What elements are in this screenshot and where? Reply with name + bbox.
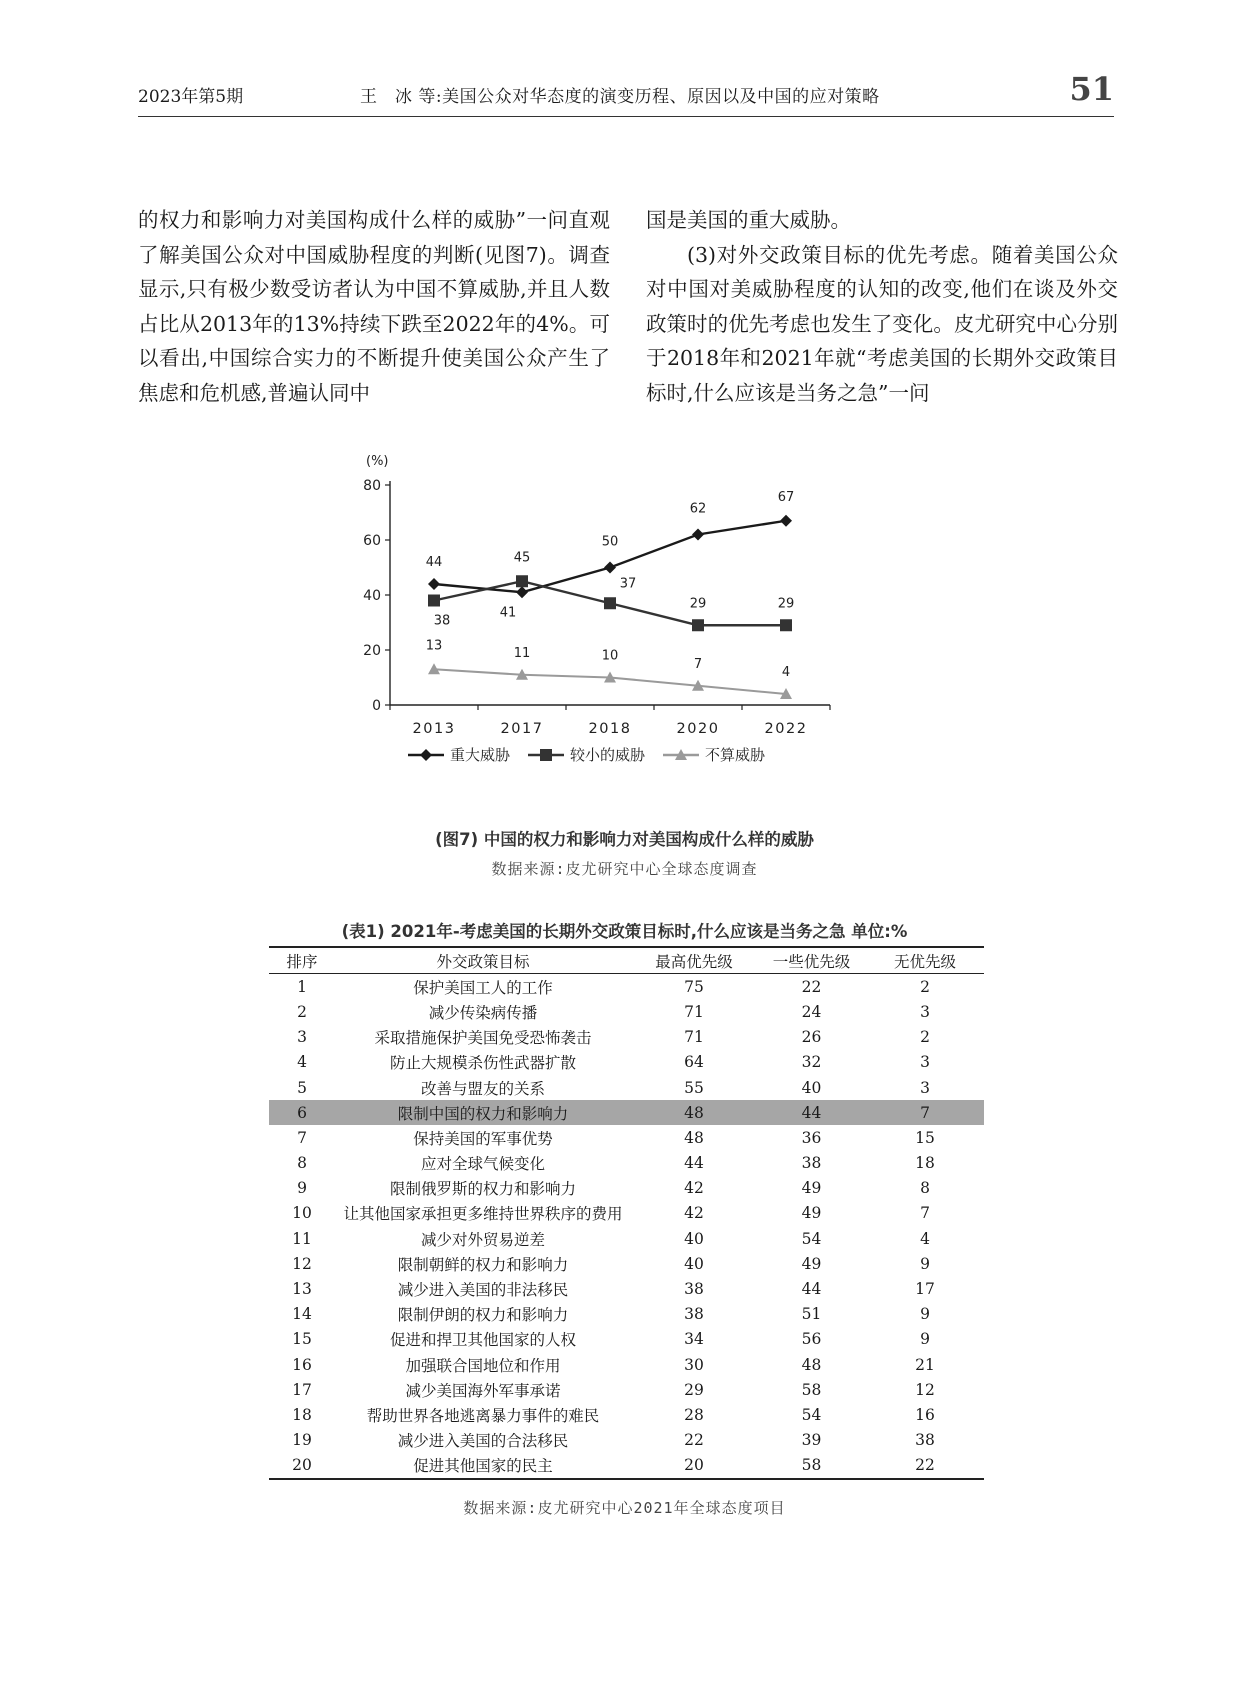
table-cell: 限制中国的权力和影响力	[335, 1100, 631, 1125]
y-axis-label: (%)	[366, 455, 389, 469]
x-tick-label: 2020	[676, 721, 720, 737]
data-label: 45	[513, 550, 531, 566]
table-header-cell: 最高优先级	[655, 952, 733, 971]
table-header-cell: 无优先级	[893, 952, 956, 971]
table-row	[269, 1151, 984, 1176]
data-point	[692, 619, 704, 631]
table-cell: 56	[801, 1330, 822, 1349]
table-cell: 减少进入美国的非法移民	[397, 1281, 569, 1300]
table-cell: 6	[269, 1100, 335, 1125]
table-cell: 20	[684, 1456, 704, 1475]
y-tick-label: 20	[363, 643, 381, 659]
table-cell: 42	[684, 1179, 704, 1198]
table-cell: 11	[292, 1229, 312, 1248]
data-label: 44	[425, 555, 443, 570]
right-paragraph-2: (3)对外交政策目标的优先考虑。随着美国公众对中国对美威胁程度的认知的改变,他们在谈及外交政策时的优先考虑也发生了变化。皮尤研究中心分别于2018年和2021年就“考虑美国的长期外交政策目标时,什么应该是当务之急”一问	[646, 242, 1118, 405]
table-cell: 30	[684, 1355, 704, 1374]
table-cell: 22	[684, 1431, 704, 1450]
table-cell: 3	[297, 1028, 307, 1047]
data-label: 10	[601, 648, 619, 664]
table-cell: 改善与盟友的关系	[420, 1079, 545, 1098]
table-row	[269, 1025, 984, 1050]
table-row	[269, 1276, 984, 1301]
table-cell: 9	[920, 1305, 930, 1324]
table-cell: 18	[915, 1154, 935, 1173]
legend-label: 不算威胁	[705, 746, 766, 764]
table-cell: 采取措施保护美国免受恐怖袭击	[374, 1029, 592, 1048]
table-cell: 保持美国的军事优势	[413, 1129, 553, 1148]
page-number: 51	[1069, 70, 1114, 108]
table-cell: 7	[297, 1128, 307, 1147]
table-cell: 10	[292, 1204, 312, 1223]
data-point	[780, 515, 792, 527]
data-label: 29	[689, 596, 707, 612]
table-cell: 减少进入美国的合法移民	[397, 1432, 569, 1451]
right-column	[646, 203, 1118, 410]
data-label: 41	[499, 605, 517, 621]
table-row	[269, 1352, 984, 1377]
table-cell: 38	[915, 1431, 935, 1450]
table-cell: 限制朝鲜的权力和影响力	[397, 1255, 569, 1274]
table-cell: 限制俄罗斯的权力和影响力	[389, 1180, 576, 1199]
table-cell: 17	[292, 1380, 312, 1399]
table-cell: 8	[297, 1154, 307, 1173]
table-row	[269, 1176, 984, 1201]
table-body	[269, 974, 984, 1479]
data-label: 50	[601, 534, 619, 550]
table-cell: 减少对外贸易逆差	[420, 1230, 545, 1249]
x-tick-label: 2022	[764, 721, 808, 737]
table-cell: 17	[915, 1280, 935, 1299]
table-cell: 48	[684, 1128, 704, 1147]
table-cell: 2	[920, 977, 930, 996]
page-header	[138, 70, 1114, 117]
table-cell: 71	[684, 1002, 704, 1021]
data-label: 29	[777, 596, 795, 612]
right-paragraph-1: 国是美国的重大威胁。	[646, 208, 851, 232]
table-cell: 3	[920, 1078, 930, 1097]
table-cell: 40	[684, 1229, 704, 1248]
table-cell: 42	[684, 1204, 704, 1223]
data-label: 67	[777, 489, 795, 505]
table-cell: 5	[297, 1078, 307, 1097]
table-caption: (表1) 2021年-考虑美国的长期外交政策目标时,什么应该是当务之急 单位:%	[341, 922, 908, 941]
table-row	[269, 1453, 984, 1479]
table-cell: 48	[801, 1355, 822, 1374]
legend-marker	[420, 749, 432, 761]
table-row	[269, 1201, 984, 1226]
table-cell: 12	[915, 1380, 935, 1399]
legend-marker	[540, 749, 552, 761]
table-cell: 22	[915, 1456, 935, 1475]
table-row	[269, 974, 984, 1000]
table-cell: 16	[915, 1405, 935, 1424]
table-cell: 2	[297, 1002, 307, 1021]
table-cell: 24	[801, 1002, 822, 1021]
table-cell: 49	[801, 1179, 822, 1198]
table-cell: 28	[684, 1405, 704, 1424]
series-line-0	[434, 521, 786, 593]
data-point	[692, 529, 704, 541]
table-cell: 加强联合国地位和作用	[405, 1356, 561, 1375]
running-title: 王 冰 等:美国公众对华态度的演变历程、原因以及中国的应对策略	[360, 87, 880, 107]
data-point	[780, 619, 792, 631]
table-header-cell: 排序	[286, 952, 318, 971]
table-cell: 减少传染病传播	[428, 1003, 538, 1022]
table-cell: 51	[801, 1305, 822, 1324]
table-row	[269, 1100, 984, 1125]
data-label: 11	[513, 645, 531, 661]
table-cell: 促进和捍卫其他国家的人权	[389, 1331, 576, 1350]
x-tick-label: 2018	[588, 721, 632, 737]
left-column	[138, 203, 610, 410]
table-cell: 38	[684, 1305, 704, 1324]
table-cell: 38	[684, 1280, 704, 1299]
table-cell: 40	[684, 1254, 704, 1273]
table-cell: 48	[631, 1100, 757, 1125]
table-cell: 36	[801, 1128, 822, 1147]
table-cell: 保护美国工人的工作	[413, 978, 553, 997]
table-cell: 1	[297, 977, 307, 996]
data-point	[604, 597, 616, 609]
table-cell: 4	[297, 1053, 307, 1072]
table-cell: 38	[801, 1154, 822, 1173]
table-cell: 19	[292, 1431, 312, 1450]
table-row	[269, 1402, 984, 1427]
table-cell: 21	[915, 1355, 935, 1374]
x-tick-label: 2013	[412, 721, 456, 737]
figure-source: 数据来源:皮尤研究中心全球态度调查	[491, 860, 758, 878]
foreign-policy-table	[269, 946, 984, 1480]
table-cell: 44	[684, 1154, 704, 1173]
table-row	[269, 1226, 984, 1251]
journal-issue: 2023年第5期	[138, 87, 244, 107]
table-cell: 2	[920, 1028, 930, 1047]
table-cell: 54	[801, 1229, 822, 1248]
data-point	[604, 562, 616, 574]
table-cell: 44	[801, 1280, 822, 1299]
table-cell: 减少美国海外军事承诺	[405, 1381, 561, 1400]
table-cell: 32	[801, 1053, 822, 1072]
table-cell: 7	[920, 1204, 930, 1223]
data-label: 7	[693, 656, 703, 672]
legend-label: 重大威胁	[450, 746, 511, 764]
table-cell: 29	[684, 1380, 704, 1399]
data-label: 38	[433, 613, 451, 629]
table-cell: 44	[757, 1100, 866, 1125]
table-cell: 39	[801, 1431, 822, 1450]
data-label: 13	[425, 638, 443, 654]
table-cell: 8	[920, 1179, 930, 1198]
table-cell: 64	[684, 1053, 704, 1072]
table-cell: 71	[684, 1028, 704, 1047]
table-row	[269, 1050, 984, 1075]
table-cell: 22	[801, 977, 822, 996]
table-row	[269, 1302, 984, 1327]
data-label: 37	[619, 576, 637, 592]
left-paragraph: 的权力和影响力对美国构成什么样的威胁”一问直观了解美国公众对中国威胁程度的判断(见图7)。调查显示,只有极少数受访者认为中国不算威胁,并且人数占比从2013年的13%持续下跌至2022年的4%。可以看出,中国综合实力的不断提升使美国公众产生了焦虑和危机感,普遍认同中	[138, 208, 610, 405]
table-cell: 帮助世界各地逃离暴力事件的难民	[366, 1406, 600, 1425]
table-cell: 让其他国家承担更多维持世界秩序的费用	[343, 1205, 623, 1224]
table-cell: 18	[292, 1405, 312, 1424]
table-cell: 12	[292, 1254, 312, 1273]
table-cell: 9	[920, 1254, 930, 1273]
data-point	[516, 586, 528, 598]
figure-7-chart	[360, 455, 900, 835]
table-row	[269, 1125, 984, 1150]
x-tick-label: 2017	[500, 721, 544, 737]
figure-caption: (图7) 中国的权力和影响力对美国构成什么样的威胁	[435, 830, 814, 849]
data-label: 4	[781, 665, 791, 680]
table-cell: 49	[801, 1254, 822, 1273]
table-row	[269, 1377, 984, 1402]
table-cell: 促进其他国家的民主	[413, 1457, 553, 1476]
table-cell: 75	[684, 977, 704, 996]
data-point	[516, 575, 528, 587]
y-tick-label: 40	[363, 588, 381, 604]
table-cell: 9	[920, 1330, 930, 1349]
table-cell: 34	[684, 1330, 704, 1349]
table-cell: 应对全球气候变化	[420, 1155, 545, 1174]
table-cell: 40	[801, 1078, 822, 1097]
y-tick-label: 80	[363, 478, 381, 494]
data-point	[428, 595, 440, 607]
table-cell: 3	[920, 1002, 930, 1021]
table-header-cell: 外交政策目标	[436, 952, 530, 971]
table-cell: 15	[915, 1128, 935, 1147]
table-row	[269, 999, 984, 1024]
legend-label: 较小的威胁	[570, 746, 646, 764]
table-header-row	[269, 947, 984, 974]
table-row	[269, 1428, 984, 1453]
table-cell: 58	[801, 1456, 822, 1475]
table-cell: 26	[801, 1028, 822, 1047]
table-cell: 9	[297, 1179, 307, 1198]
table-row	[269, 1251, 984, 1276]
table-source: 数据来源:皮尤研究中心2021年全球态度项目	[463, 1499, 786, 1517]
table-cell: 7	[866, 1100, 984, 1125]
table-row	[269, 1327, 984, 1352]
table-cell: 58	[801, 1380, 822, 1399]
line-chart	[360, 455, 900, 835]
table-cell: 防止大规模杀伤性武器扩散	[389, 1054, 576, 1073]
table-cell: 49	[801, 1204, 822, 1223]
table-cell: 54	[801, 1405, 822, 1424]
table-cell: 4	[920, 1229, 930, 1248]
table-cell: 16	[292, 1355, 312, 1374]
table-cell: 13	[292, 1280, 312, 1299]
y-tick-label: 0	[372, 698, 381, 714]
table-cell: 55	[684, 1078, 704, 1097]
data-label: 62	[689, 501, 707, 517]
table-header-cell: 一些优先级	[772, 952, 851, 971]
table-cell: 20	[292, 1456, 312, 1475]
table-cell: 15	[292, 1330, 312, 1349]
table-cell: 14	[292, 1305, 312, 1324]
table-cell: 3	[920, 1053, 930, 1072]
y-tick-label: 60	[363, 533, 381, 549]
table-row	[269, 1075, 984, 1100]
data-point	[428, 578, 440, 590]
table-cell: 限制伊朗的权力和影响力	[397, 1306, 569, 1325]
